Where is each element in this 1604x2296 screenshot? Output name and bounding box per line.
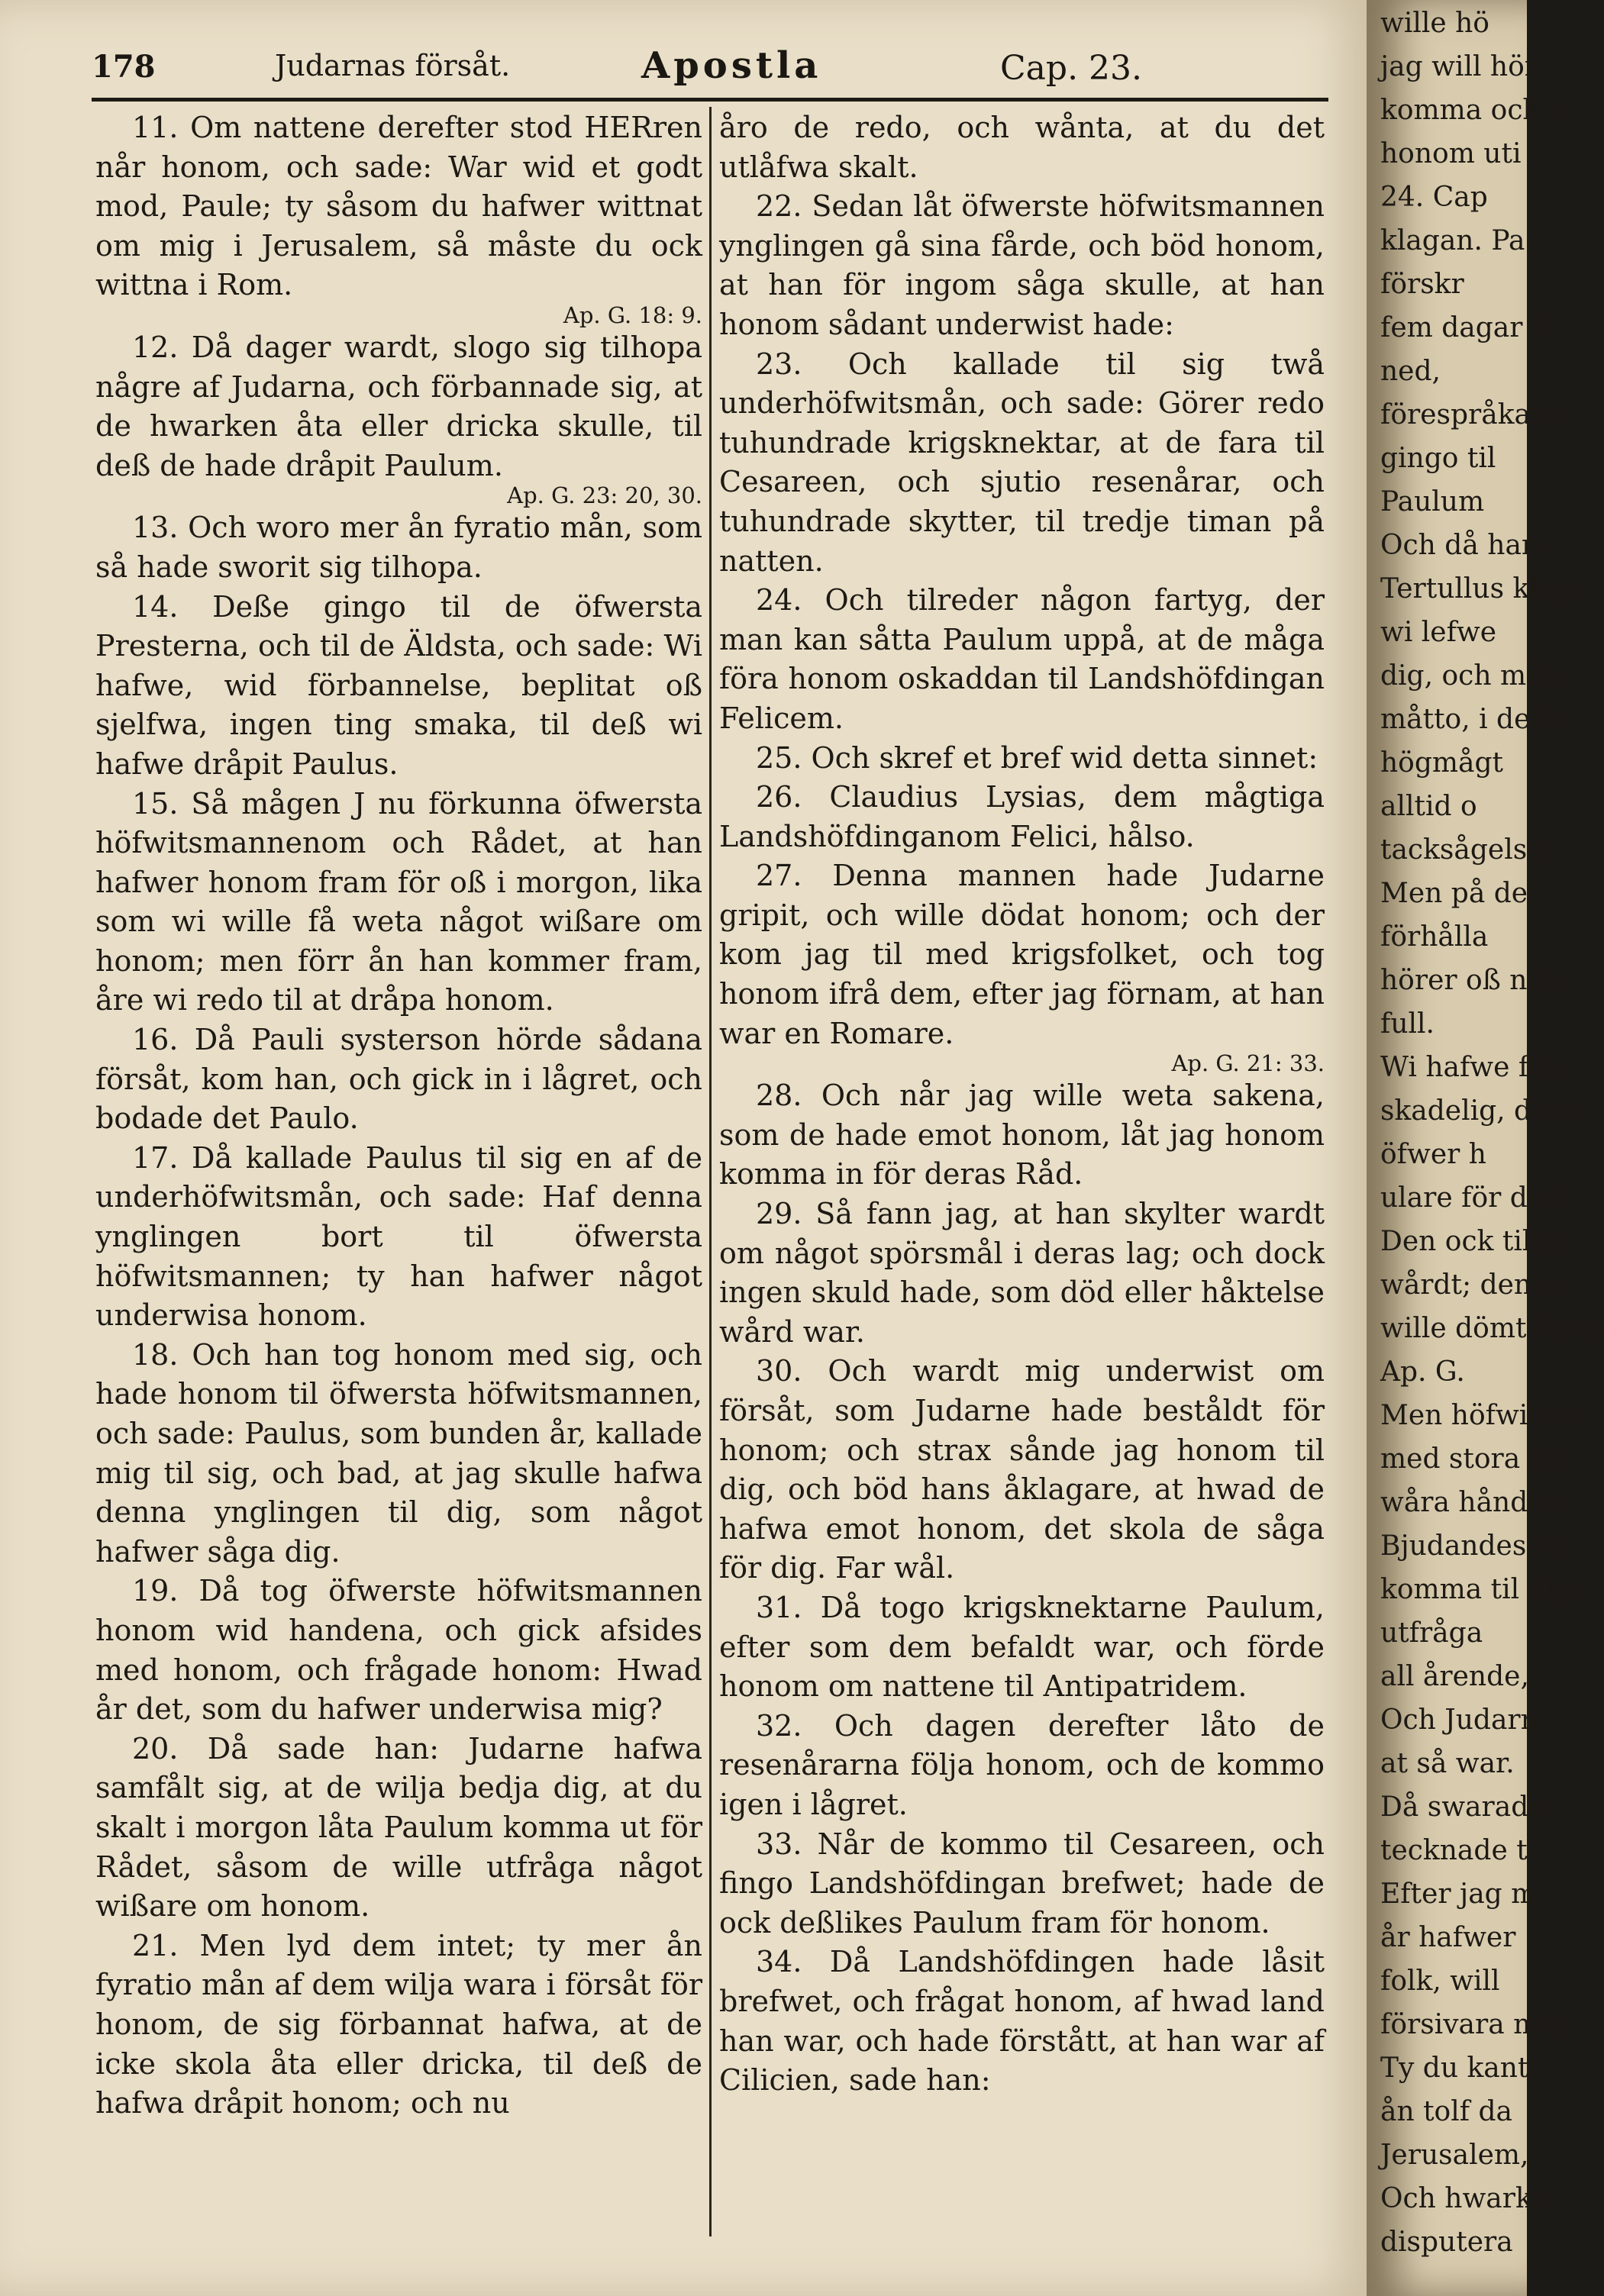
verse (719, 739, 1325, 779)
verse (95, 1730, 702, 1927)
verse (95, 1021, 702, 1139)
verse-text: 27. Denna mannen hade Judarne gripit, och wille dödat honom; och der kom jag til med krigsfolket, och tog honom ifrå dem, efter jag förnam, at han war en Romare. (719, 859, 1325, 1050)
adjacent-page-fragment: förskr (1380, 269, 1464, 300)
adjacent-page-fragment: tecknade t (1380, 1835, 1528, 1866)
verse-text: 22. Sedan låt öfwerste höfwitsmannen ynglingen gå sina fårde, och böd honom, at han för ingom såga skulle, at han honom sådant underwist hade: (719, 189, 1325, 341)
verse-text: 32. Och dagen derefter låto de resenårarna följa honom, och de kommo igen i lågret. (719, 1708, 1325, 1821)
adjacent-page-fragment: Och Judarn (1380, 1704, 1538, 1736)
verse (719, 1943, 1325, 2100)
chapter-heading: Cap. 23. (1000, 49, 1143, 88)
adjacent-page-fragment: wårdt; den n (1380, 1269, 1558, 1301)
adjacent-page-fragment: Wi hafwe fun (1380, 1052, 1564, 1083)
verse (719, 1195, 1325, 1352)
verse (719, 581, 1325, 738)
adjacent-page-fragment: försivara mig. (1380, 2009, 1575, 2040)
verse (95, 508, 702, 587)
header-rule (92, 98, 1328, 102)
verse-text: 24. Och tilreder någon fartyg, der man kan såtta Paulum uppå, at de måga föra honom oskaddan til Landshöfdingan Felicem. (719, 583, 1325, 735)
book-title: Apostla (641, 44, 822, 87)
verse-text: 15. Så mågen J nu förkunna öfwersta höfwitsmannenom och Rådet, at han hafwer honom fram för oß i morgon, lika som wi wille få weta något wißare om honom; men förr ån han kommer fram, åre wi redo til at dråpa honom. (95, 786, 702, 1017)
adjacent-page-fragment: disputera (1380, 2227, 1513, 2258)
adjacent-page-fragment: Då swarade (1380, 1791, 1545, 1823)
verse (95, 108, 702, 328)
verse-text: 11. Om nattene derefter stod HERren når honom, och sade: War wid et godt mod, Paule; ty såsom du hafwer wittnat om mig i Jerusalem, så måste du ock wittna i Rom. (95, 111, 702, 302)
verse-text: 12. Då dager wardt, slogo sig tilhopa någre af Judarna, och förbannade sig, at de hwarken åta eller dricka skulle, til deß de hade dråpit Paulum. (95, 330, 702, 482)
adjacent-page-fragment: utfråga (1380, 1617, 1483, 1649)
verse-text: 34. Då Landshöfdingen hade låsit brefwet, och frågat honom, af hwad land han war, och hade förstått, at han war af Cilicien, sade han: (719, 1945, 1325, 2098)
adjacent-page-fragment: år hafwer (1380, 1922, 1516, 1953)
adjacent-page-fragment: måtto, i deßo (1380, 704, 1566, 735)
right-text-column (719, 108, 1325, 2238)
verse (95, 1336, 702, 1572)
verse (719, 1352, 1325, 1588)
adjacent-page-fragment: komma ock t (1380, 95, 1560, 126)
cross-reference: Ap. G. 18: 9. (563, 302, 702, 328)
adjacent-page-fragment: förhålla (1380, 921, 1489, 953)
verse (719, 778, 1325, 856)
adjacent-page-fragment: folk, will (1380, 1965, 1500, 1997)
adjacent-page-fragment: Och hwarke (1380, 2183, 1549, 2214)
verse-text: 18. Och han tog honom med sig, och hade honom til öfwersta höfwitsmannen, och sade: Paulus, som bunden år, kallade mig til sig, och bad, at jag skulle hafwa denna ynglingen til dig, som något hafwer såga dig. (95, 1337, 702, 1569)
adjacent-page-fragment: Jerusalem, (1380, 2140, 1529, 2171)
verse (719, 856, 1325, 1076)
adjacent-page-fragment: dig, och mån (1380, 660, 1560, 692)
verse (719, 1707, 1325, 1825)
cross-reference: Ap. G. 21: 33. (1171, 1050, 1325, 1077)
left-text-column (95, 108, 702, 2238)
adjacent-page-fragment: skadelig, den i (1380, 1095, 1583, 1127)
adjacent-page-fragment: Ap. G. (1380, 1356, 1465, 1388)
adjacent-page-fragment: Men på det (1380, 878, 1539, 909)
verse-text: 17. Då kallade Paulus til sig en af de underhöfwitsmån, och sade: Haf denna ynglingen bort til öfwersta höfwitsmannen; ty han hafwer något underwisa honom. (95, 1140, 702, 1333)
column-divider (709, 107, 712, 2236)
verse-text: 25. Och skref et bref wid detta sinnet: (756, 740, 1318, 775)
verse-text: 21. Men lyd dem intet; ty mer ån fyratio mån af dem wilja wara i försåt för honom, de sig förbannat hafwa, at de icke skola åta eller dricka, til deß de hafwa dråpit honom; och nu (95, 1928, 702, 2120)
adjacent-page-fragment: fem dagar f (1380, 312, 1542, 343)
adjacent-page-fragment: Och då han (1380, 530, 1540, 561)
verse-text: 19. Då tog öfwerste höfwitsmannen honom wid handena, och gick afsides med honom, och frågade honom: Hwad år det, som du hafwer underwisa mig? (95, 1574, 702, 1727)
adjacent-page-fragment: wåra hånder; (1380, 1487, 1567, 1518)
verse-text: 31. Då togo krigsknektarne Paulum, efter som dem befaldt war, och förde honom om nattene til Antipatridem. (719, 1590, 1325, 1704)
verse (719, 1825, 1325, 1943)
verse-text: 30. Och wardt mig underwist om försåt, som Judarne hade beståldt för honom; och strax sånde jag honom til dig, och böd hans åklagare, at hwad de hafwa emot honom, det skola de såga för dig. Far wål. (719, 1354, 1325, 1585)
adjacent-page-edge (1367, 0, 1604, 2296)
adjacent-page-fragment: tacksågelse. (1380, 834, 1552, 866)
verse-text: 23. Och kallade til sig twå underhöfwitsmån, och sade: Görer redo tuhundrade krigsknektar, at de fara til Cesareen, och sjutio resenårar, och tuhundrade skytter, til tredje timan på natten. (719, 347, 1325, 578)
adjacent-page-fragment: Men höfwitsm (1380, 1400, 1580, 1431)
adjacent-page-fragment: komma til dig, (1380, 1574, 1581, 1605)
verse (719, 187, 1325, 344)
adjacent-page-fragment: Tertullus klag (1380, 573, 1573, 605)
verse-text: 28. Och når jag wille weta sakena, som de hade emot honom, låt jag honom komma in för deras Råd. (719, 1079, 1325, 1192)
adjacent-page-fragment: Den ock tilbu (1380, 1226, 1567, 1257)
adjacent-page-fragment: full. (1380, 1008, 1435, 1040)
verse-text: 33. Når de kommo til Cesareen, och fingo Landshöfdingan brefwet; hade de ock deßlikes Paulum fram för honom. (719, 1827, 1325, 1940)
verse-text: 14. Deße gingo til de öfwersta Presterna, och til de Äldsta, och sade: Wi hafwe, wid förbannelse, beplitat oß sjelfwa, ingen ting smaka, til deß wi hafwe dråpit Paulus. (95, 589, 702, 781)
verse-text: 26. Claudius Lysias, dem mågtiga Landshöfdinganom Felici, hålso. (719, 780, 1325, 853)
adjacent-page-fragment: Paulum (1380, 486, 1485, 518)
adjacent-page-fragment: alltid o (1380, 791, 1477, 822)
verse (95, 785, 702, 1021)
verse-text: 20. Då sade han: Judarne hafwa samfålt sig, at de wilja bedja dig, at du skalt i morgon låta Paulum komma ut för Rådet, såsom de wille utfråga något wißare om honom. (95, 1731, 702, 1924)
page-header (92, 44, 1325, 98)
adjacent-page-fragment: Efter jag m (1380, 1878, 1538, 1910)
adjacent-page-fragment: jag will hör (1380, 51, 1538, 82)
adjacent-page-fragment: ån tolf da (1380, 2096, 1513, 2127)
verse-text: åro de redo, och wånta, at du det utlåfwa skalt. (719, 111, 1325, 184)
adjacent-page-fragment: Bjudandes, at (1380, 1530, 1572, 1562)
verse-text: 29. Så fann jag, at han skylter wardt om något spörsmål i deras lag; och dock ingen skuld hade, som död eller håktelse wård war. (719, 1197, 1325, 1349)
adjacent-page-fragment: all årende, (1380, 1661, 1529, 1692)
verse (95, 328, 702, 508)
page-number: 178 (92, 49, 156, 85)
verse-text: 13. Och woro mer ån fyratio mån, som så hade sworit sig tilhopa. (95, 511, 702, 584)
adjacent-page-fragment: wille hö (1380, 8, 1489, 39)
verse (719, 345, 1325, 582)
verse (719, 1076, 1325, 1195)
adjacent-page-fragment: gingo til (1380, 443, 1496, 474)
verse-text: 16. Då Pauli systerson hörde sådana försåt, kom han, och gick in i lågret, och bodade det Paulo. (95, 1023, 702, 1136)
adjacent-page-fragment: ned, (1380, 356, 1441, 387)
adjacent-page-fragment: at så war. (1380, 1748, 1515, 1779)
verse (719, 108, 1325, 187)
cross-reference: Ap. G. 23: 20, 30. (507, 482, 702, 509)
adjacent-page-fragment: hörer oß någ (1380, 965, 1561, 996)
adjacent-page-fragment: Ty du kant (1380, 2053, 1529, 2084)
adjacent-page-fragment: klagan. Pa (1380, 225, 1525, 256)
adjacent-page-fragment: 24. Cap (1380, 182, 1488, 213)
verse (95, 588, 702, 785)
adjacent-page-fragment: öfwer h (1380, 1139, 1486, 1170)
adjacent-page-fragment: ulare för de S (1380, 1182, 1572, 1214)
verse (95, 1927, 702, 2123)
running-title: Judarnas försåt. (275, 49, 511, 82)
verse (719, 1588, 1325, 1707)
adjacent-page-fragment: förespråkare, (1380, 399, 1569, 430)
adjacent-page-fragment: wille dömt hono (1380, 1313, 1604, 1344)
adjacent-page-fragment: honom uti (1380, 138, 1522, 169)
adjacent-page-fragment: med stora ma (1380, 1443, 1572, 1475)
adjacent-page-fragment: högmågt (1380, 747, 1504, 779)
adjacent-page-fragment: wi lefwe (1380, 617, 1497, 648)
verse (95, 1572, 702, 1729)
verse (95, 1139, 702, 1336)
